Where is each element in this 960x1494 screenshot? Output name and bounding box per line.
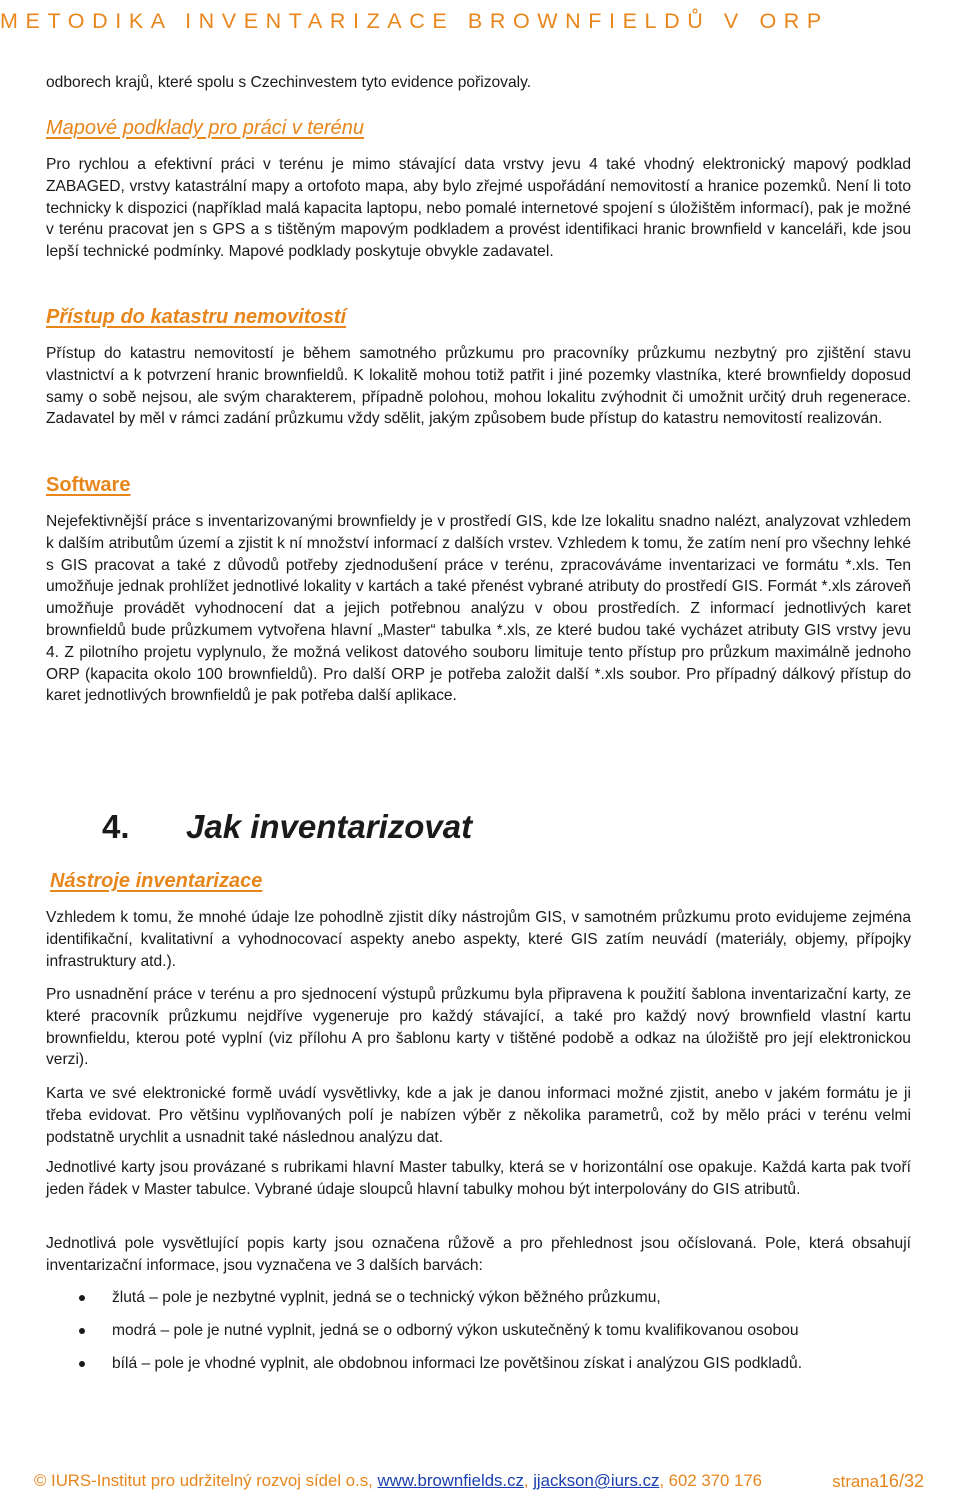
list-item-text: bílá – pole je vhodné vyplnit, ale obdobnou informaci lze povětšinou získat i analýzou GIS podkladů. — [112, 1354, 803, 1372]
section-title-software: Software — [46, 474, 131, 496]
page-current: 16 — [878, 1471, 899, 1491]
footer-org: © IURS-Institut pro udržitelný rozvoj sídel o.s, — [34, 1471, 378, 1490]
page-number — [832, 1469, 924, 1494]
chapter-number: 4. — [102, 808, 130, 845]
section-title-mapove: Mapové podklady pro práci v terénu — [46, 117, 364, 139]
intro-paragraph: odborech krajů, které spolu s Czechinvestem tyto evidence pořizovaly. — [46, 74, 532, 91]
paragraph-nastroje-2: Pro usnadnění práce v terénu a pro sjednocení výstupů průzkumu byla připravena k použití šablona inventarizační karty, ze které pracovník průzkumu nejdříve vygeneruje pro každý stávající, a také pro každý nový brownfield vlastní kartu brownfieldu, kterou poté vyplní (viz přílohu A pro šablonu karty v tištěné podobě a odkaz na úložiště pro její elektronickou verzi). — [46, 986, 911, 1069]
footer-separator: , — [523, 1471, 534, 1490]
paragraph-mapove: Pro rychlou a efektivní práci v terénu je mimo stávající data vrstvy jevu 4 také vhodný elektronický mapový podklad ZABAGED, vrstvy katastrální mapy a ortofoto mapa, aby bylo zřejmé uspořádání nemovitostí a hranice pozemků. Není li toto technicky k dispozici (například malá kapacita laptopu, nebo pomalé internetové spojení s úložištěm informací), pak je možné v terénu pracovat jen s GPS a s tištěným mapovým podkladem a provést identifikaci hranic brownfield v kanceláři, kde jsou lepší technické podmínky. Mapové podklady poskytuje obvykle zadavatel. — [46, 156, 911, 261]
list-item — [46, 1353, 911, 1375]
paragraph-nastroje-4: Jednotlivé karty jsou provázané s rubrikami hlavní Master tabulky, která se v horizontální ose opakuje. Každá karta pak tvoří jeden řádek v Master tabulce. Vybrané údaje sloupců hlavní tabulky mohou být interpolovány do GIS atributů. — [46, 1159, 911, 1198]
chapter-heading — [102, 808, 472, 846]
section-title-nastroje: Nástroje inventarizace — [50, 870, 263, 892]
bullet-icon — [79, 1295, 85, 1301]
list-item — [46, 1320, 911, 1342]
page-label: strana — [832, 1472, 879, 1491]
list-item-text: modrá – pole je nutné vyplnit, jedná se o odborný výkon uskutečněný k tomu kvalifikovanou osobou — [112, 1321, 799, 1339]
paragraph-nastroje-5: Jednotlivá pole vysvětlující popis karty jsou označena růžově a pro přehlednost jsou očíslovaná. Pole, která obsahují inventarizační informace, jsou vyznačena ve 3 dalších barvách: — [46, 1235, 911, 1274]
list-item — [46, 1287, 911, 1309]
footer-phone: , 602 370 176 — [659, 1471, 763, 1490]
paragraph-software: Nejefektivnější práce s inventarizovanými brownfieldy je v prostředí GIS, kde lze lokalitu snadno nalézt, analyzovat vzhledem k dalším atributům území a zjistit k ní množství informací z dalších vrstev. Vzhledem k tomu, že zatím není pro všechny lehké s GIS pracovat a také z důvodů potřeby zjednodušení práce v terénu, zpracováváme inventarizaci ve formátu *.xls. Ten umožňuje jednak prohlížet jednotlivé lokality v kartách a také přenést vybrané atributy do prostředí GIS. Formát *.xls zároveň umožňuje provádět vyhodnocení dat a jejich potřebnou analýzu v obou prostředích. Z informací jednotlivých karet brownfieldů bude průzkumem vytvořena hlavní „Master“ tabulka *.xls, ze které budou také vycházet atributy GIS vrstvy jevu 4. Z pilotního projetu vyplynulo, že možná velikost datového souboru limituje tento přístup pro průzkum maximálně jednoho ORP (kapacita okolo 100 brownfieldů). Pro další ORP je potřeba založit další *.xls soubor. Pro případný dálkový přístup do karet jednotlivých brownfieldů je pak potřeba další aplikace. — [46, 513, 911, 705]
paragraph-katastr: Přístup do katastru nemovitostí je během samotného průzkumu pro pracovníky průzkumu nezbytný pro zjištění stavu vlastnictví a k potvrzení hranic brownfieldů. K lokalitě mohou totiž patřit i jiné pozemky vlastníka, které brownfieldy doposud samy o sobě nejsou, ale svým charakterem, případně polohou, mohou lokalitu zvýhodnit či umožnit určitý druh regenerace. Zadavatel by měl v rámci zadání průzkumu vždy sdělit, jakým způsobem bude přístup do katastru nemovitostí realizován. — [46, 345, 911, 428]
color-legend-list — [46, 1287, 911, 1385]
chapter-title: Jak inventarizovat — [186, 808, 473, 845]
footer-website-link[interactable]: www.brownfields.cz — [377, 1471, 524, 1490]
running-header: METODIKA INVENTARIZACE BROWNFIELDŮ V ORP — [0, 9, 829, 33]
section-title-katastr: Přístup do katastru nemovitostí — [46, 306, 347, 328]
page-separator: / — [898, 1471, 904, 1491]
bullet-icon — [79, 1328, 85, 1334]
footer-email-link[interactable]: jjackson@iurs.cz — [533, 1471, 660, 1490]
page-footer — [34, 1469, 924, 1493]
bullet-icon — [79, 1361, 85, 1367]
list-item-text: žlutá – pole je nezbytné vyplnit, jedná se o technický výkon běžného průzkumu, — [112, 1289, 661, 1306]
paragraph-nastroje-1: Vzhledem k tomu, že mnohé údaje lze pohodlně zjistit díky nástrojům GIS, v samotném průzkumu proto evidujeme zejména identifikační, kvalitativní a vyhodnocovací aspekty anebo aspekty, které GIS zatím neuvádí (materiály, objemy, přípojky infrastruktury atd.). — [46, 909, 911, 970]
paragraph-nastroje-3: Karta ve své elektronické formě uvádí vysvětlivky, kde a jak je danou informaci možné zjistit, anebo v jakém formátu je ji třeba evidovat. Pro většinu vyplňovaných polí je nabízen výběr z několika parametrů, což by mělo práci v terénu velmi podstatně urychlit a usnadnit také následnou analýzu dat. — [46, 1085, 911, 1146]
page-total: 32 — [903, 1471, 924, 1491]
